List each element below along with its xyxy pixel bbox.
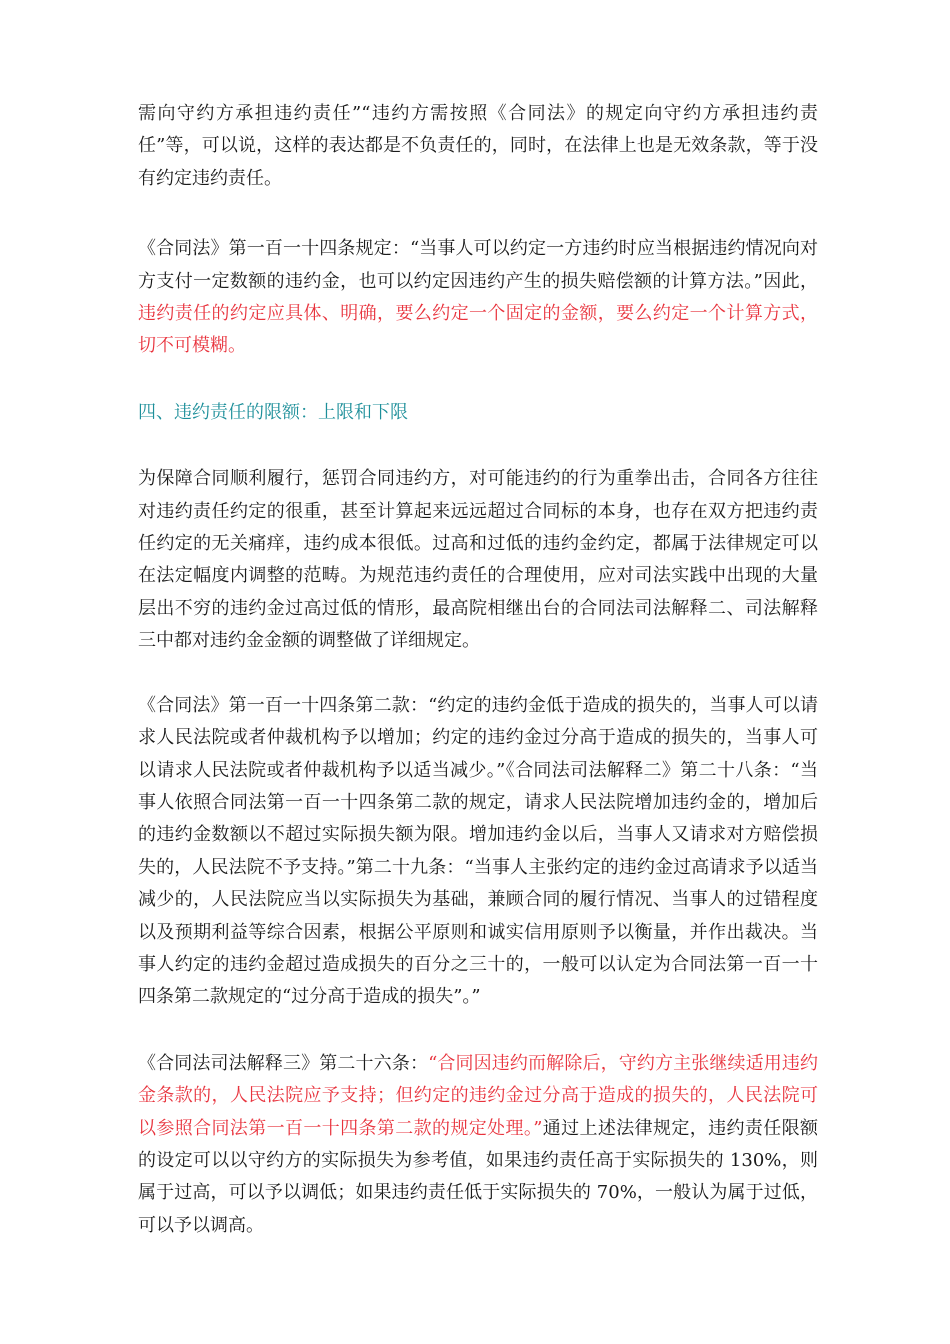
document-page bbox=[138, 98, 818, 1242]
paragraph-judicial-interpretation-two: 《合同法》第一百一十四条第二款：“约定的违约金低于造成的损失的，当事人可以请求人民法院或者仲裁机构予以增加；约定的违约金过分高于造成的损失的，当事人可以请求人民法院或者仲裁机构予以适当减少。”《合同法司法解释二》第二十八条：“当事人依照合同法第一百一十四条第二款的规定，请求人民法院增加违约金的，增加后的违约金数额以不超过实际损失额为限。增加违约金以后，当事人又请求对方赔偿损失的，人民法院不予支持。”第二十九条：“当事人主张约定的违约金过高请求予以适当减少的，人民法院应当以实际损失为基础，兼顾合同的履行情况、当事人的过错程度以及预期利益等综合因素，根据公平原则和诚实信用原则予以衡量，并作出裁决。当事人约定的违约金超过造成损失的百分之三十的，一般可以认定为合同法第一百一十四条第二款规定的“过分高于造成的损失”。” bbox=[138, 694, 818, 1008]
paragraph-judicial-interpretation-three bbox=[138, 1048, 818, 1242]
highlight-specific-liability: 违约责任的约定应具体、明确，要么约定一个固定的金额，要么约定一个计算方式，切不可模糊。 bbox=[138, 303, 818, 357]
section-heading-liability-limits: 四、违约责任的限额：上限和下限 bbox=[138, 401, 408, 423]
paragraph-liability-adjustment: 为保障合同顺利履行，惩罚合同违约方，对可能违约的行为重拳出击，合同各方往往对违约责任约定的很重，甚至计算起来远远超过合同标的本身，也存在双方把违约责任约定的无关痛痒，违约成本很低。过高和过低的违约金约定，都属于法律规定可以在法定幅度内调整的范畴。为规范违约责任的合理使用，应对司法实践中出现的大量层出不穷的违约金过高过低的情形，最高院相继出台的合同法司法解释二、司法解释三中都对违约金金额的调整做了详细规定。 bbox=[138, 468, 818, 652]
paragraph-invalid-clauses: 需向守约方承担违约责任”“违约方需按照《合同法》的规定向守约方承担违约责任”等，可以说，这样的表达都是不负责任的，同时，在法律上也是无效条款，等于没有约定违约责任。 bbox=[138, 103, 818, 189]
interpretation-three-intro: 《合同法司法解释三》第二十六条： bbox=[138, 1052, 429, 1074]
paragraph-article-114 bbox=[138, 233, 818, 363]
liability-limit-conclusion: 通过上述法律规定，违约责任限额的设定可以以守约方的实际损失为参考值，如果违约责任高于实际损失的 130%，则属于过高，可以予以调低；如果违约责任低于实际损失的 70%，一般认为属于过低，可以予以调高。 bbox=[138, 1117, 818, 1236]
article-114-text: 《合同法》第一百一十四条规定：“当事人可以约定一方违约时应当根据违约情况向对方支付一定数额的违约金，也可以约定因违约产生的损失赔偿额的计算方法。”因此， bbox=[138, 238, 818, 292]
highlight-interpretation-three-quote: “合同因违约而解除后，守约方主张继续适用违约金条款的，人民法院应予支持；但约定的违约金过分高于造成的损失的，人民法院可以参照合同法第一百一十四条第二款的规定处理。” bbox=[138, 1052, 819, 1139]
